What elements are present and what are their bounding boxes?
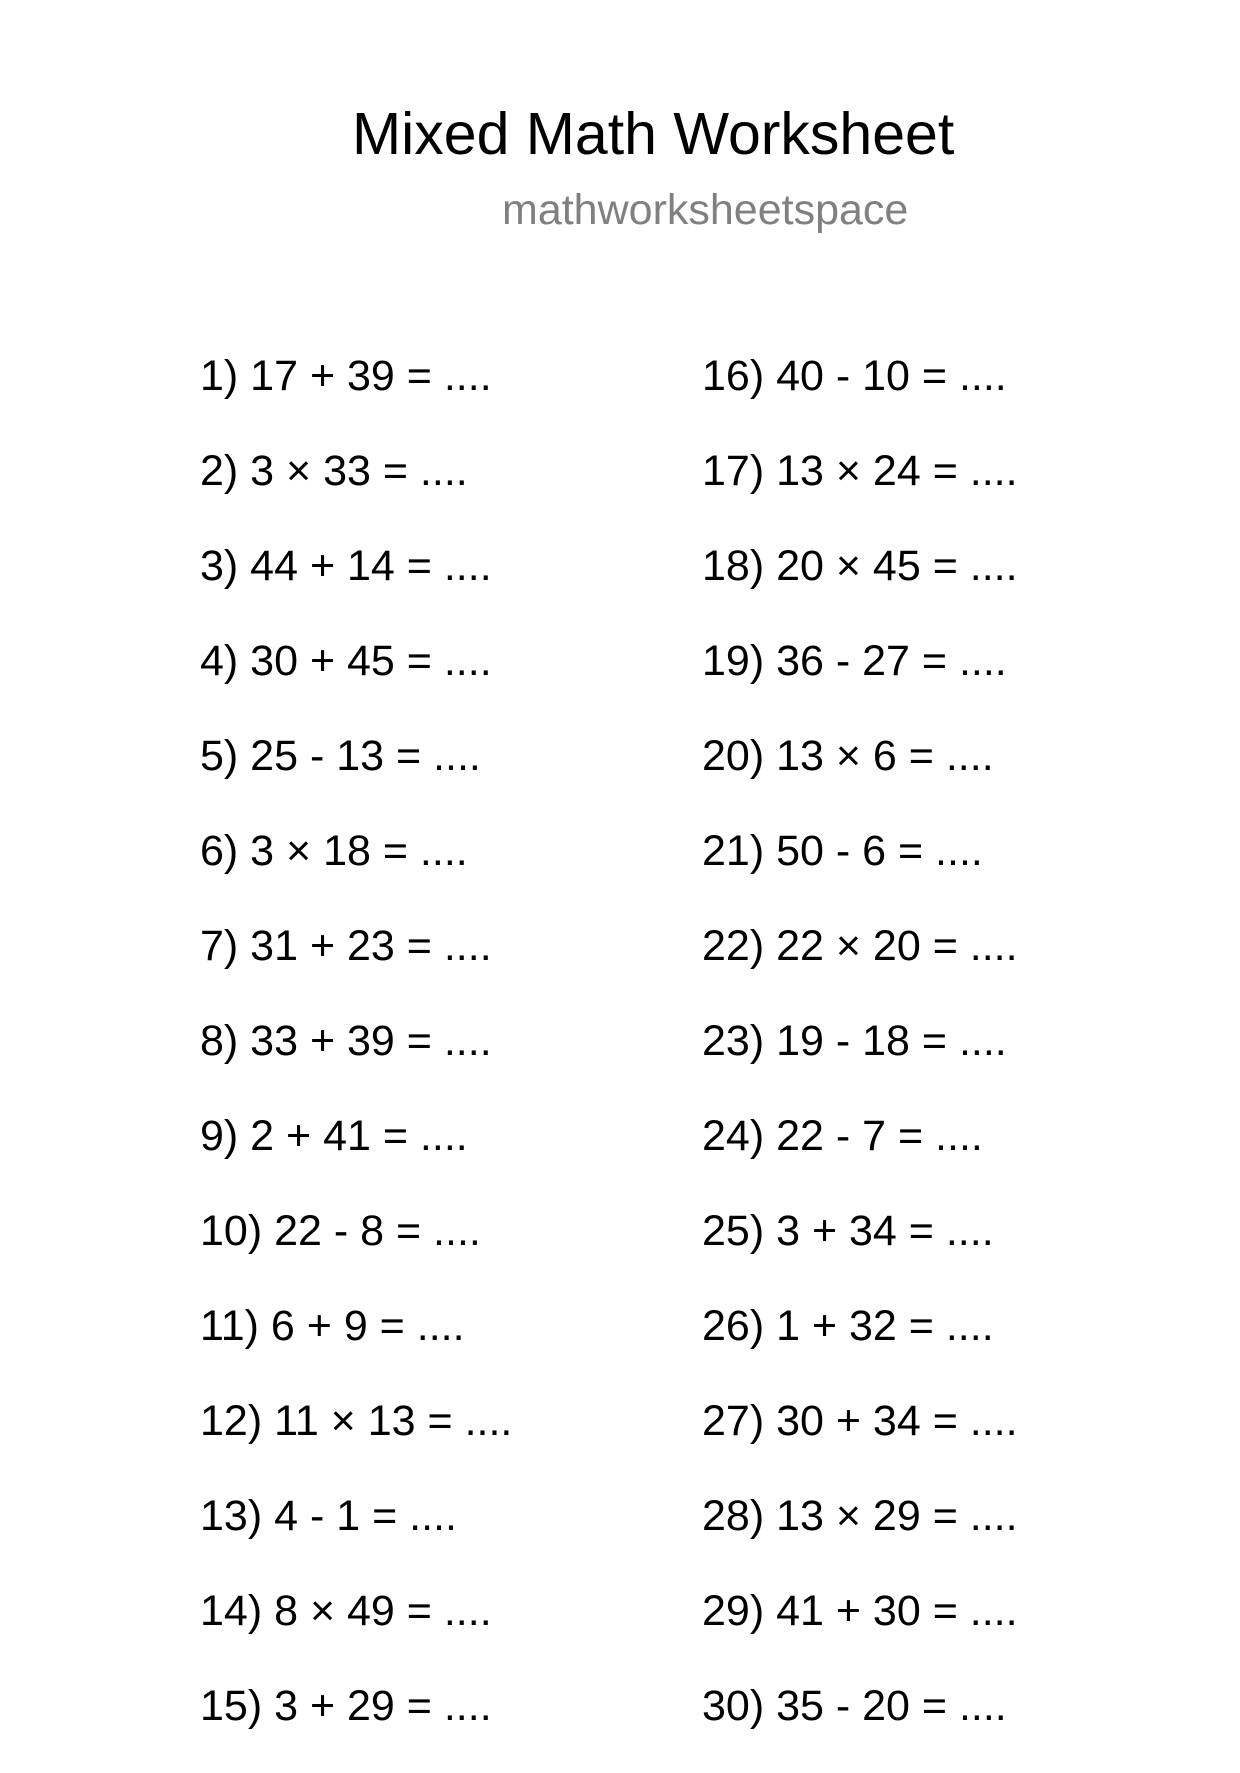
page-subtitle: mathworksheetspace [502, 186, 909, 234]
problem-column-left [200, 348, 512, 1773]
problem-item: 6) 3 × 18 = .... [200, 827, 468, 875]
problem-item: 24) 22 - 7 = .... [702, 1112, 983, 1160]
problem-item: 9) 2 + 41 = .... [200, 1112, 468, 1160]
problem-item: 13) 4 - 1 = .... [200, 1492, 457, 1540]
problem-item: 20) 13 × 6 = .... [702, 732, 994, 780]
problem-column-right [702, 348, 1018, 1773]
problem-item: 7) 31 + 23 = .... [200, 922, 492, 970]
page-title: Mixed Math Worksheet [352, 101, 955, 167]
problem-item: 3) 44 + 14 = .... [200, 542, 492, 590]
problem-item: 26) 1 + 32 = .... [702, 1302, 994, 1350]
problem-item: 19) 36 - 27 = .... [702, 637, 1007, 685]
problem-item: 11) 6 + 9 = .... [200, 1302, 465, 1350]
problem-item: 12) 11 × 13 = .... [200, 1397, 513, 1445]
problem-item: 18) 20 × 45 = .... [702, 542, 1018, 590]
problem-item: 28) 13 × 29 = .... [702, 1492, 1018, 1540]
problem-item: 10) 22 - 8 = .... [200, 1207, 481, 1255]
problem-item: 17) 13 × 24 = .... [702, 447, 1018, 495]
problem-item: 15) 3 + 29 = .... [200, 1682, 492, 1730]
problem-item: 21) 50 - 6 = .... [702, 827, 983, 875]
problem-item: 16) 40 - 10 = .... [702, 352, 1007, 400]
problem-item: 23) 19 - 18 = .... [702, 1017, 1007, 1065]
problem-item: 30) 35 - 20 = .... [702, 1682, 1007, 1730]
problem-item: 27) 30 + 34 = .... [702, 1397, 1018, 1445]
problem-item: 4) 30 + 45 = .... [200, 637, 492, 685]
problem-item: 1) 17 + 39 = .... [200, 352, 492, 400]
problem-item: 14) 8 × 49 = .... [200, 1587, 492, 1635]
problem-item: 5) 25 - 13 = .... [200, 732, 481, 780]
problem-item: 22) 22 × 20 = .... [702, 922, 1018, 970]
problem-item: 2) 3 × 33 = .... [200, 447, 468, 495]
problem-item: 29) 41 + 30 = .... [702, 1587, 1018, 1635]
problem-item: 25) 3 + 34 = .... [702, 1207, 994, 1255]
problem-item: 8) 33 + 39 = .... [200, 1017, 492, 1065]
